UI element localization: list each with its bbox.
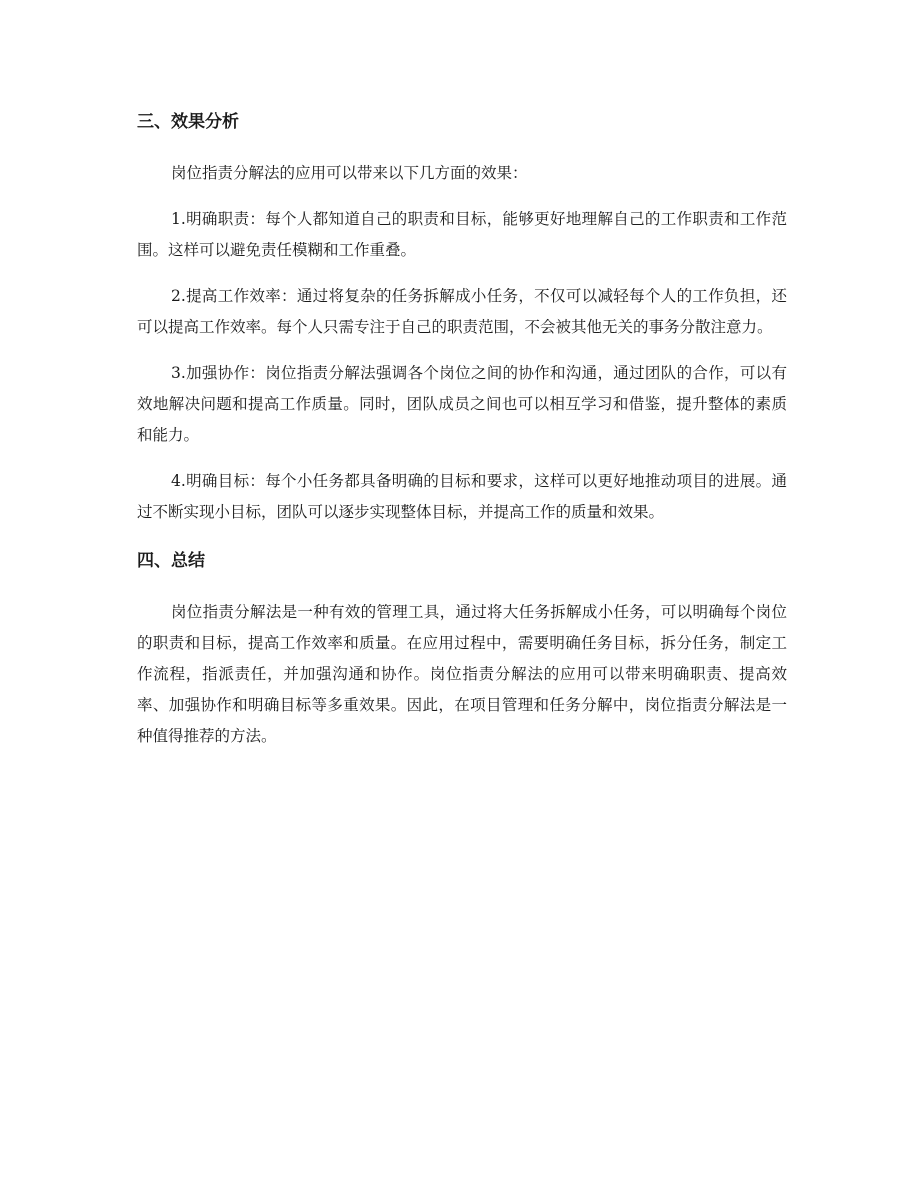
- section-heading-effect-analysis: 三、效果分析: [137, 112, 239, 132]
- paragraph-strengthen-collaboration: 3.加强协作：岗位指责分解法强调各个岗位之间的协作和沟通，通过团队的合作，可以有效地解决问题和提高工作质量。同时，团队成员之间也可以相互学习和借鉴，提升整体的素质和能力。: [137, 364, 787, 444]
- paragraph-summary: 岗位指责分解法是一种有效的管理工具，通过将大任务拆解成小任务，可以明确每个岗位的职责和目标，提高工作效率和质量。在应用过程中，需要明确任务目标，拆分任务，制定工作流程，指派责任，并加强沟通和协作。岗位指责分解法的应用可以带来明确职责、提高效率、加强协作和明确目标等多重效果。因此，在项目管理和任务分解中，岗位指责分解法是一种值得推荐的方法。: [137, 603, 787, 745]
- section-heading-summary: 四、总结: [137, 551, 205, 571]
- paragraph-improve-efficiency: 2.提高工作效率：通过将复杂的任务拆解成小任务，不仅可以减轻每个人的工作负担，还可以提高工作效率。每个人只需专注于自己的职责范围，不会被其他无关的事务分散注意力。: [137, 287, 787, 336]
- paragraph-clear-goals: 4.明确目标：每个小任务都具备明确的目标和要求，这样可以更好地推动项目的进展。通过不断实现小目标，团队可以逐步实现整体目标，并提高工作的质量和效果。: [137, 472, 787, 521]
- paragraph-clear-responsibility: 1.明确职责：每个人都知道自己的职责和目标，能够更好地理解自己的工作职责和工作范围。这样可以避免责任模糊和工作重叠。: [137, 210, 787, 259]
- paragraph-intro: 岗位指责分解法的应用可以带来以下几方面的效果：: [171, 164, 528, 182]
- document-body: [137, 104, 787, 752]
